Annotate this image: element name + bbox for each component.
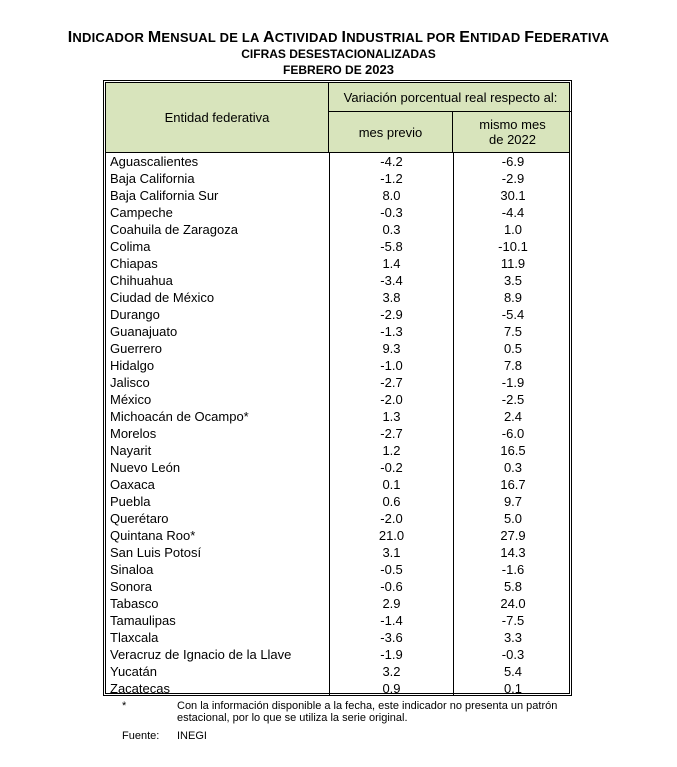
cell-previous-month: 1.4 xyxy=(382,256,401,271)
table-row xyxy=(106,476,569,493)
table-row xyxy=(106,612,569,629)
table-row xyxy=(106,357,569,374)
cell-entity: Ciudad de México xyxy=(110,290,215,305)
document-period xyxy=(0,62,677,78)
cell-entity: San Luis Potosí xyxy=(110,545,202,560)
cell-entity: Guerrero xyxy=(110,341,163,356)
cell-previous-month: -2.0 xyxy=(380,392,403,407)
cell-entity: Chiapas xyxy=(110,256,158,271)
cell-previous-month: -2.7 xyxy=(380,426,403,441)
cell-entity: Querétaro xyxy=(110,511,169,526)
cell-entity: Sonora xyxy=(110,579,152,594)
title-part: I xyxy=(67,29,73,46)
cell-previous-month: 0.6 xyxy=(382,494,401,509)
cell-previous-month: 0.1 xyxy=(382,477,401,492)
table-row xyxy=(106,187,569,204)
cell-same-month: 14.3 xyxy=(500,545,526,560)
cell-entity: Morelos xyxy=(110,426,157,441)
cell-same-month: 16.5 xyxy=(500,443,526,458)
footnote-text: Con la información disponible a la fecha, este indicador no presenta un patrón estacional, por lo que se utiliza la serie original. xyxy=(177,700,558,724)
cell-same-month: -1.9 xyxy=(501,375,525,390)
title-part: I xyxy=(341,29,347,46)
cell-same-month: -10.1 xyxy=(498,239,528,254)
table-row xyxy=(106,680,569,697)
header-variation-group: Variación porcentual real respecto al: xyxy=(329,83,572,112)
table-row xyxy=(106,374,569,391)
cell-previous-month: 21.0 xyxy=(378,528,405,543)
table-row xyxy=(106,629,569,646)
cell-same-month: 3.5 xyxy=(503,273,523,288)
cell-same-month: 11.9 xyxy=(500,256,526,271)
title-part: M xyxy=(147,29,162,46)
cell-previous-month: -2.7 xyxy=(380,375,403,390)
cell-entity: Oaxaca xyxy=(110,477,155,492)
cell-previous-month: 1.3 xyxy=(382,409,401,424)
cell-entity: Nuevo León xyxy=(110,460,181,475)
cell-same-month: 5.0 xyxy=(503,511,523,526)
period-label: FEBRERO DE xyxy=(283,63,366,77)
cell-previous-month: 3.2 xyxy=(382,664,401,679)
table-row xyxy=(106,578,569,595)
data-table-inner xyxy=(105,82,570,694)
table-row xyxy=(106,561,569,578)
cell-previous-month: -1.2 xyxy=(380,171,403,186)
cell-entity: Tlaxcala xyxy=(110,630,159,645)
cell-entity: Michoacán de Ocampo* xyxy=(110,409,249,424)
cell-same-month: 7.8 xyxy=(503,358,523,373)
cell-same-month: 5.4 xyxy=(503,664,523,679)
source-line xyxy=(122,730,207,742)
cell-entity: Durango xyxy=(110,307,160,322)
table-row xyxy=(106,153,569,170)
cell-previous-month: -3.6 xyxy=(380,630,403,645)
cell-same-month: 0.3 xyxy=(503,460,523,475)
cell-same-month: 0.1 xyxy=(503,681,523,696)
table-row xyxy=(106,510,569,527)
data-table xyxy=(103,80,572,696)
table-header xyxy=(106,83,569,153)
cell-same-month: -2.5 xyxy=(501,392,525,407)
cell-same-month: -6.0 xyxy=(501,426,525,441)
table-row xyxy=(106,391,569,408)
cell-previous-month: -1.0 xyxy=(380,358,403,373)
footnote-mark: * xyxy=(122,700,127,712)
cell-previous-month: -2.9 xyxy=(380,307,403,322)
cell-same-month: 9.7 xyxy=(503,494,523,509)
cell-previous-month: -4.2 xyxy=(380,154,403,169)
cell-entity: Zacatecas xyxy=(110,681,170,696)
header-entity: Entidad federativa xyxy=(106,83,329,152)
table-row xyxy=(106,544,569,561)
cell-same-month: 2.4 xyxy=(503,409,523,424)
table-body xyxy=(106,153,569,697)
cell-entity: Aguascalientes xyxy=(110,154,199,169)
cell-previous-month: 1.2 xyxy=(382,443,401,458)
cell-entity: Sinaloa xyxy=(110,562,154,577)
header-same-month xyxy=(453,112,572,152)
table-row xyxy=(106,289,569,306)
cell-previous-month: -0.3 xyxy=(380,205,403,220)
title-part: ENSUAL DE LA xyxy=(161,30,263,45)
table-row xyxy=(106,493,569,510)
table-row xyxy=(106,306,569,323)
cell-previous-month: -5.8 xyxy=(380,239,403,254)
table-row xyxy=(106,595,569,612)
cell-entity: Jalisco xyxy=(110,375,150,390)
table-row xyxy=(106,204,569,221)
cell-same-month: 16.7 xyxy=(500,477,526,492)
title-part: NTIDAD xyxy=(470,30,525,45)
cell-same-month: -2.9 xyxy=(501,171,525,186)
cell-previous-month: -3.4 xyxy=(380,273,403,288)
cell-same-month: -7.5 xyxy=(501,613,525,628)
table-row xyxy=(106,272,569,289)
table-row xyxy=(106,408,569,425)
cell-previous-month: 3.1 xyxy=(382,545,401,560)
title-part: NDICADOR xyxy=(72,30,148,45)
cell-same-month: 0.5 xyxy=(503,341,523,356)
cell-previous-month: 0.3 xyxy=(382,222,401,237)
cell-entity: Yucatán xyxy=(110,664,157,679)
cell-same-month: -6.9 xyxy=(501,154,525,169)
cell-same-month: -5.4 xyxy=(501,307,525,322)
cell-entity: Quintana Roo* xyxy=(110,528,196,543)
cell-same-month: 3.3 xyxy=(503,630,523,645)
table-row xyxy=(106,340,569,357)
cell-previous-month: -2.0 xyxy=(380,511,403,526)
cell-entity: Baja California xyxy=(110,171,195,186)
cell-entity: Tamaulipas xyxy=(110,613,176,628)
document-title xyxy=(0,29,677,47)
cell-previous-month: -1.4 xyxy=(380,613,403,628)
cell-same-month: -1.6 xyxy=(501,562,525,577)
table-row xyxy=(106,170,569,187)
cell-previous-month: 8.0 xyxy=(382,188,401,203)
document-subtitle: CIFRAS DESESTACIONALIZADAS xyxy=(241,47,436,61)
table-row xyxy=(106,663,569,680)
cell-entity: Guanajuato xyxy=(110,324,178,339)
cell-entity: Nayarit xyxy=(110,443,152,458)
cell-same-month: 7.5 xyxy=(503,324,523,339)
cell-previous-month: -0.5 xyxy=(380,562,403,577)
period-year: 2023 xyxy=(365,62,394,77)
title-part: EDERATIVA xyxy=(534,30,610,45)
header-same-month-line2: de 2022 xyxy=(489,132,536,147)
cell-entity: Chihuahua xyxy=(110,273,173,288)
source-label: Fuente: xyxy=(122,730,160,742)
table-row xyxy=(106,459,569,476)
source-value: INEGI xyxy=(177,730,207,742)
header-same-month-line1: mismo mes xyxy=(479,117,546,132)
cell-same-month: 8.9 xyxy=(503,290,523,305)
cell-entity: Puebla xyxy=(110,494,151,509)
title-part: E xyxy=(459,29,471,46)
cell-entity: Hidalgo xyxy=(110,358,155,373)
cell-same-month: 1.0 xyxy=(503,222,523,237)
table-row xyxy=(106,221,569,238)
table-row xyxy=(106,527,569,544)
table-row xyxy=(106,255,569,272)
cell-entity: Tabasco xyxy=(110,596,159,611)
cell-previous-month: 2.9 xyxy=(382,596,401,611)
cell-previous-month: -0.2 xyxy=(380,460,403,475)
cell-same-month: 24.0 xyxy=(500,596,526,611)
cell-same-month: 27.9 xyxy=(500,528,526,543)
cell-previous-month: 3.8 xyxy=(382,290,401,305)
cell-entity: México xyxy=(110,392,152,407)
cell-entity: Baja California Sur xyxy=(110,188,219,203)
cell-entity: Coahuila de Zaragoza xyxy=(110,222,238,237)
title-part: F xyxy=(524,29,535,46)
table-row xyxy=(106,238,569,255)
cell-entity: Veracruz de Ignacio de la Llave xyxy=(110,647,292,662)
title-part: CTIVIDAD xyxy=(274,30,342,45)
cell-previous-month: 0.9 xyxy=(382,681,401,696)
table-row xyxy=(106,425,569,442)
title-block xyxy=(0,29,677,78)
cell-same-month: 30.1 xyxy=(500,188,526,203)
cell-same-month: 5.8 xyxy=(503,579,523,594)
header-previous-month: mes previo xyxy=(329,112,453,152)
cell-entity: Campeche xyxy=(110,205,173,220)
cell-same-month: -4.4 xyxy=(501,205,525,220)
title-part: NDUSTRIAL POR xyxy=(346,30,460,45)
title-part: A xyxy=(262,29,275,46)
cell-previous-month: -1.9 xyxy=(380,647,403,662)
table-row xyxy=(106,646,569,663)
cell-same-month: -0.3 xyxy=(501,647,525,662)
table-row xyxy=(106,442,569,459)
cell-previous-month: -0.6 xyxy=(380,579,403,594)
cell-previous-month: -1.3 xyxy=(380,324,403,339)
cell-previous-month: 9.3 xyxy=(382,341,401,356)
table-row xyxy=(106,323,569,340)
cell-entity: Colima xyxy=(110,239,151,254)
